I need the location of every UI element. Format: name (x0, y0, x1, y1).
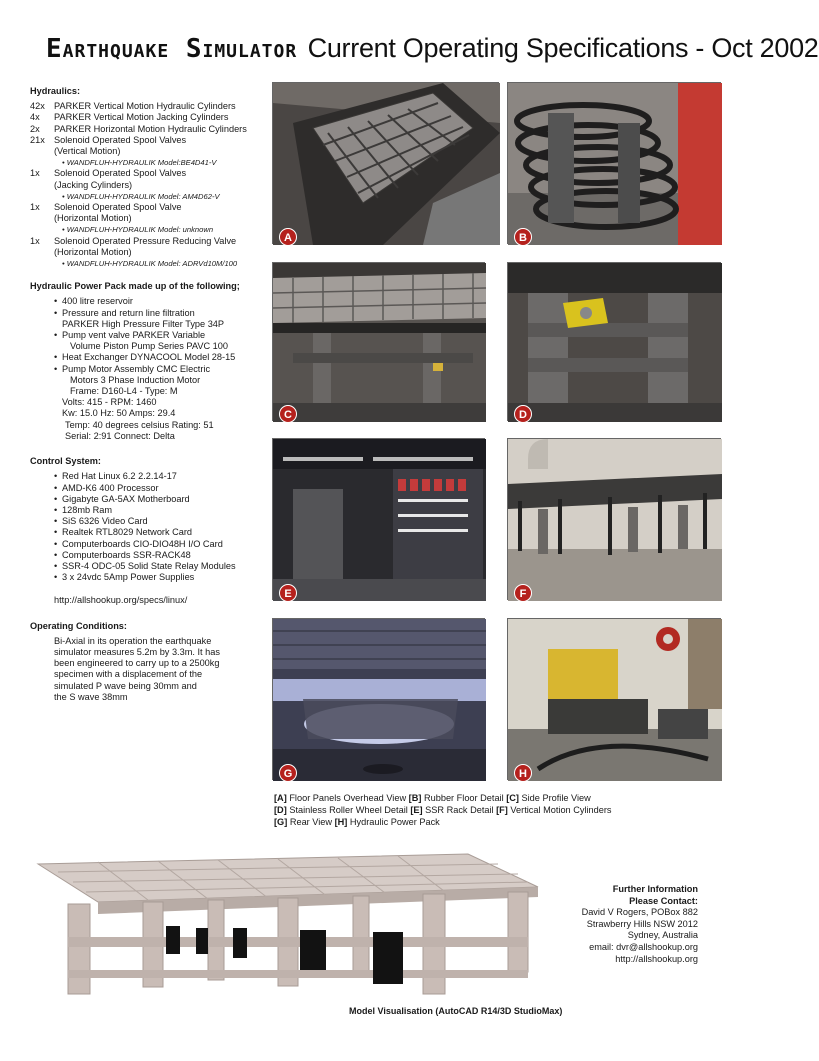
list-item: • Computerboards CIO-DIO48H I/O Card (54, 539, 275, 550)
title-brand: Earthquake Simulator (46, 34, 298, 64)
photo-label-c: C (279, 405, 297, 423)
title-rest: Current Operating Specifications - Oct 2002 (307, 33, 819, 63)
photo-d (507, 262, 721, 421)
contact-subheading: Please Contact: (629, 895, 698, 906)
list-item: • Pressure and return line filtration PARKER High Pressure Filter Type 34P (54, 308, 275, 330)
photo-label-h: H (514, 764, 532, 782)
model-number: • WANDFLUH-HYDRAULIK Model: unknown (62, 225, 214, 235)
model-caption: Model Visualisation (AutoCAD R14/3D StudioMax) (349, 1006, 563, 1016)
photo-label-d: D (514, 405, 532, 423)
operating-heading: Operating Conditions: (30, 620, 127, 631)
photo-label-e: E (279, 584, 297, 602)
photo-h (507, 618, 721, 780)
linux-specs-link[interactable]: http://allshookup.org/specs/linux/ (54, 595, 188, 606)
hydraulics-item: 4x PARKER Vertical Motion Jacking Cylinders (30, 112, 229, 123)
photo-g (272, 618, 485, 780)
list-item: • Pump Motor Assembly CMC Electric Motors 3 Phase Induction Motor Frame: D160-L4 - Type: M Volts: 415 - RPM: 1460 Kw: 15.0 Hz: 50 Amps: 29.4 Temp: 40 degrees celsius Rating: 51 Serial: 2:91 Connect: Delta (54, 364, 275, 442)
list-item: • 400 litre reservoir (54, 296, 275, 307)
contact-email[interactable]: email: dvr@allshookup.org (589, 941, 698, 952)
hydraulics-item: 21x Solenoid Operated Spool Valves (Vertical Motion) • WANDFLUH-HYDRAULIK Model:BE4D41-V (30, 134, 217, 168)
list-item: • Realtek RTL8029 Network Card (54, 527, 275, 538)
photo-f (507, 438, 721, 600)
hydraulics-heading: Hydraulics: (30, 86, 81, 96)
list-item: • Pump vent valve PARKER Variable Volume Piston Pump Series PAVC 100 (54, 330, 275, 352)
model-number: • WANDFLUH-HYDRAULIK Model: AM4D62-V (62, 191, 220, 201)
control-heading: Control System: (30, 456, 101, 467)
hydraulics-list (30, 101, 275, 269)
hydraulics-item: 42x PARKER Vertical Motion Hydraulic Cylinders (30, 101, 236, 112)
list-item: • Gigabyte GA-5AX Motherboard (54, 494, 275, 505)
list-item: • SiS 6326 Video Card (54, 516, 275, 527)
photo-captions: [A] Floor Panels Overhead View [B] Rubber Floor Detail [C] Side Profile View [D] Stainless Roller Wheel Detail [E] SSR Rack Detail [F] Vertical Motion Cylinders [G] Rear View [H] Hydraulic Power Pack (274, 793, 612, 828)
photo-label-f: F (514, 584, 532, 602)
list-item: • 3 x 24vdc 5Amp Power Supplies (54, 572, 275, 583)
hydraulics-item: 1x Solenoid Operated Spool Valve (Horizontal Motion) • WANDFLUH-HYDRAULIK Model: unknown (30, 202, 214, 235)
model-number: • WANDFLUH-HYDRAULIK Model:BE4D41-V (62, 158, 217, 168)
contact-info (582, 884, 698, 965)
photo-a (272, 82, 499, 244)
operating-text: Bi-Axial in its operation the earthquake simulator measures 5.2m by 3.3m. It has been engineered to carry up to a 2500kg specimen with a displacement of the simulated P wave being 30mm and the S wave 38mm (54, 635, 220, 702)
list-item: • Red Hat Linux 6.2 2.2.14-17 (54, 471, 275, 482)
contact-name: David V Rogers, POBox 882 (581, 907, 698, 918)
model-visualisation (28, 842, 548, 1002)
photo-label-b: B (514, 228, 532, 246)
list-item: • AMD-K6 400 Processor (54, 483, 275, 494)
contact-website[interactable]: http://allshookup.org (615, 953, 698, 964)
power-pack-list (30, 296, 275, 442)
page-title (46, 33, 819, 73)
photo-e (272, 438, 485, 600)
hydraulics-item: 1x Solenoid Operated Pressure Reducing Valve (Horizontal Motion) • WANDFLUH-HYDRAULIK Model: ADRVd10M/100 (30, 235, 238, 269)
photo-label-a: A (279, 228, 297, 246)
hydraulics-item: 1x Solenoid Operated Spool Valves (Jacking Cylinders) • WANDFLUH-HYDRAULIK Model: AM4D62-V (30, 168, 220, 201)
hydraulics-item: 2x PARKER Horizontal Motion Hydraulic Cylinders (30, 123, 247, 134)
contact-heading: Further Information (612, 884, 698, 894)
specs-column (30, 86, 275, 703)
control-list (30, 471, 275, 583)
power-pack-heading: Hydraulic Power Pack made up of the following; (30, 281, 240, 292)
contact-city: Sydney, Australia (627, 930, 698, 941)
list-item: • Computerboards SSR-RACK48 (54, 550, 275, 561)
photo-label-g: G (279, 764, 297, 782)
list-item: • SSR-4 ODC-05 Solid State Relay Modules (54, 561, 275, 572)
photo-b (507, 82, 721, 244)
contact-address: Strawberry Hills NSW 2012 (586, 918, 698, 929)
list-item: • Heat Exchanger DYNACOOL Model 28-15 (54, 352, 275, 363)
list-item: • 128mb Ram (54, 505, 275, 516)
model-number: • WANDFLUH-HYDRAULIK Model: ADRVd10M/100 (62, 259, 238, 269)
photo-c (272, 262, 485, 421)
